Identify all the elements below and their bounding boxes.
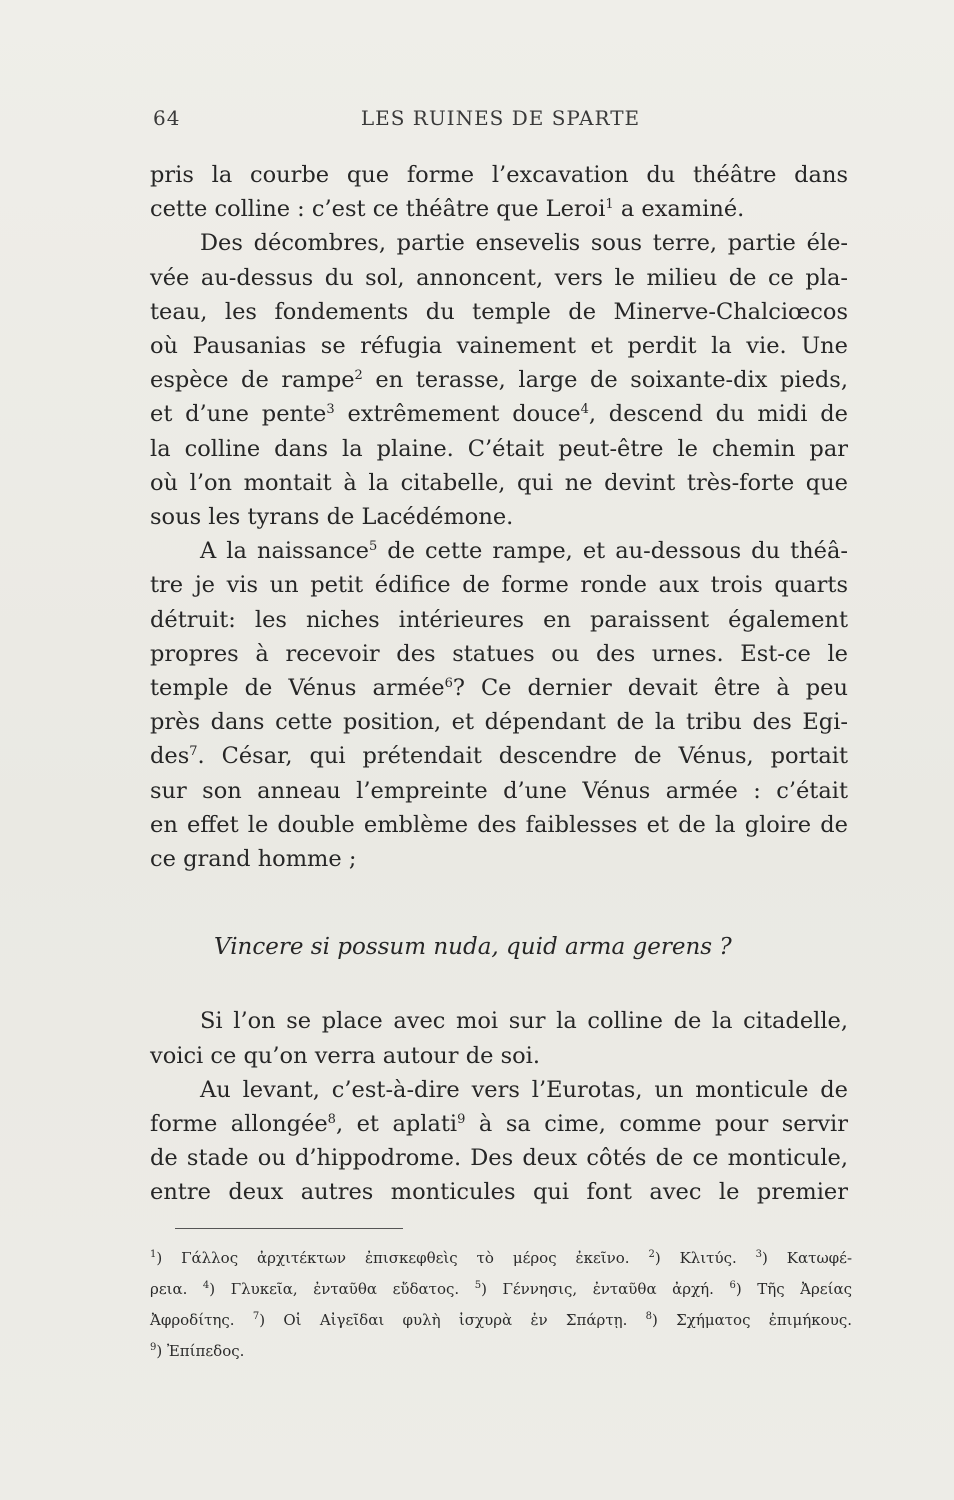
text-line — [150, 1141, 848, 1175]
footnote-marker: 8 — [327, 1112, 336, 1128]
page-number: 64 — [153, 106, 181, 130]
footnote-text: Ἀφροδίτης. — [150, 1311, 253, 1329]
text-line — [150, 568, 848, 602]
footnote-text: ) Σχήματος ἐπιμήκους. — [652, 1311, 852, 1329]
text-line — [150, 158, 848, 192]
footnote-marker: 5 — [474, 1280, 482, 1291]
line-text: la colline dans la plaine. C’était peut-être le chemin par — [150, 435, 848, 462]
footnote-marker: 8 — [645, 1311, 653, 1322]
footnote-marker: 9 — [150, 1342, 157, 1353]
line-text: Si l’on se place avec moi sur la colline de la citadelle, — [200, 1008, 848, 1035]
footnote-text: ) Τῆς Ἀρείας — [735, 1280, 852, 1298]
footnote-marker: 1 — [605, 197, 614, 213]
latin-quote: Vincere si possum nuda, quid arma gerens ? — [214, 934, 732, 961]
text-line — [150, 1004, 848, 1038]
line-text: . César, qui prétendait descendre de Vénus, portait — [197, 743, 848, 770]
footnote-marker: 2 — [354, 368, 363, 384]
line-text: temple de Vénus armée — [150, 675, 445, 702]
footnote-text: ) Γέννησις, ἐνταῦθα ἀρχή. — [481, 1280, 730, 1298]
line-text: Au levant, c’est-à-dire vers l’Eurotas, un monticule de — [200, 1076, 848, 1103]
footnote-marker: 5 — [368, 539, 378, 555]
text-line — [150, 226, 848, 260]
footnote-marker: 6 — [444, 676, 453, 692]
line-text: propres à recevoir des statues ou des urnes. Est-ce le — [150, 640, 848, 667]
line-text: ? Ce dernier devait être à peu — [452, 675, 848, 702]
footnote-line — [150, 1243, 852, 1274]
line-text: des — [150, 743, 190, 770]
footnote-marker: 4 — [202, 1280, 210, 1291]
line-text: et d’une pente — [150, 401, 327, 428]
line-text: pris la courbe que forme l’excavation du théâtre dans — [150, 162, 848, 188]
line-text: en effet le double emblème des faiblesses et de la gloire de — [150, 811, 848, 838]
line-text: entre deux autres monticules qui font avec le premier — [150, 1179, 848, 1206]
text-line — [150, 261, 848, 295]
line-text: à sa cime, comme pour servir — [465, 1111, 849, 1138]
text-line — [150, 329, 848, 363]
line-text: où Pausanias se réfugia vainement et perdit la vie. Une — [150, 333, 848, 360]
line-text: près dans cette position, et dépendant de la tribu des Egi- — [150, 709, 848, 736]
footnote-text: ) Γάλλος ἀρχιτέκτων ἐπισκεφθεὶς τὸ μέρος ἐκεῖνο. — [156, 1249, 649, 1267]
text-line — [150, 1107, 848, 1141]
footnotes — [150, 1243, 852, 1367]
text-line — [150, 1039, 848, 1073]
text-line — [150, 466, 848, 500]
line-text: A la naissance — [200, 538, 369, 565]
footnote-text: ) Κατωφέ- — [762, 1249, 853, 1267]
line-text: où l’on montait à la citabelle, qui ne devint très-forte que — [150, 469, 848, 496]
main-text — [150, 158, 848, 1210]
line-text: cette colline : c’est ce théâtre que Leroi — [150, 196, 606, 223]
footnote-line — [150, 1274, 852, 1305]
line-text: de cette rampe, et au-dessous du théâ- — [377, 538, 848, 565]
footnote-line — [150, 1336, 852, 1367]
line-text: tre je vis un petit édifice de forme ronde aux trois quarts — [150, 572, 848, 599]
line-text: vée au-dessus du sol, annoncent, vers le milieu de ce pla- — [150, 264, 848, 291]
footnote-line — [150, 1305, 852, 1336]
line-text: espèce de rampe — [150, 367, 355, 394]
footnote-text: ) Κλιτύς. — [654, 1249, 756, 1267]
text-line — [150, 1073, 848, 1107]
footnote-marker: 3 — [326, 402, 335, 418]
line-text: voici ce qu’on verra autour de soi. — [150, 1042, 541, 1069]
line-text: sur son anneau l’empreinte d’une Vénus armée : c’était — [150, 777, 848, 804]
text-line — [150, 295, 848, 329]
line-text: détruit: les niches intérieures en paraissent également — [150, 606, 848, 633]
text-line — [150, 705, 848, 739]
text-line — [150, 739, 848, 773]
text-line — [150, 671, 848, 705]
footnote-marker: 6 — [729, 1280, 736, 1291]
line-text: teau, les fondements du temple de Minerve-Chalciœcos — [150, 298, 848, 325]
text-line — [150, 1175, 848, 1209]
line-text: , et aplati — [335, 1111, 458, 1138]
running-title: LES RUINES DE SPARTE — [360, 106, 641, 130]
footnote-text: ρεια. — [150, 1280, 203, 1298]
line-text: forme allongée — [150, 1111, 328, 1138]
line-text: extrêmement douce — [334, 401, 581, 428]
line-text: de stade ou d’hippodrome. Des deux côtés de ce monticule, — [150, 1145, 848, 1172]
text-line — [150, 534, 848, 568]
line-text: Des décombres, partie ensevelis sous terre, partie éle- — [200, 230, 848, 257]
line-text: a examiné. — [613, 196, 745, 223]
footnote-marker: 4 — [580, 402, 589, 418]
footnote-marker: 7 — [189, 744, 198, 760]
line-text: ce grand homme ; — [150, 846, 357, 873]
text-line — [150, 192, 848, 226]
text-line — [150, 397, 848, 431]
footnote-divider — [175, 1228, 403, 1229]
line-text: sous les tyrans de Lacédémone. — [150, 504, 514, 531]
footnote-text: ) Ἐπίπεδος. — [156, 1342, 245, 1360]
text-line — [150, 432, 848, 466]
footnote-marker: 9 — [457, 1112, 466, 1128]
text-line — [150, 603, 848, 637]
text-line — [150, 774, 848, 808]
footnote-text: ) Οἱ Αἰγεῖδαι φυλὴ ἰσχυρὰ ἐν Σπάρτῃ. — [259, 1311, 646, 1329]
text-line — [150, 363, 848, 397]
footnote-marker: 1 — [150, 1249, 157, 1260]
footnote-marker: 7 — [252, 1311, 260, 1322]
footnote-marker: 3 — [755, 1249, 763, 1260]
line-text: , descend du midi de — [588, 401, 848, 428]
footnote-text: ) Γλυκεῖα, ἐνταῦθα εὔδατος. — [209, 1280, 475, 1298]
footnote-marker: 2 — [648, 1249, 655, 1260]
page-header — [153, 106, 848, 136]
text-line — [150, 500, 848, 534]
text-line — [150, 808, 848, 842]
text-line — [150, 637, 848, 671]
text-line — [150, 842, 848, 876]
line-text: en terasse, large de soixante-dix pieds, — [362, 367, 848, 394]
